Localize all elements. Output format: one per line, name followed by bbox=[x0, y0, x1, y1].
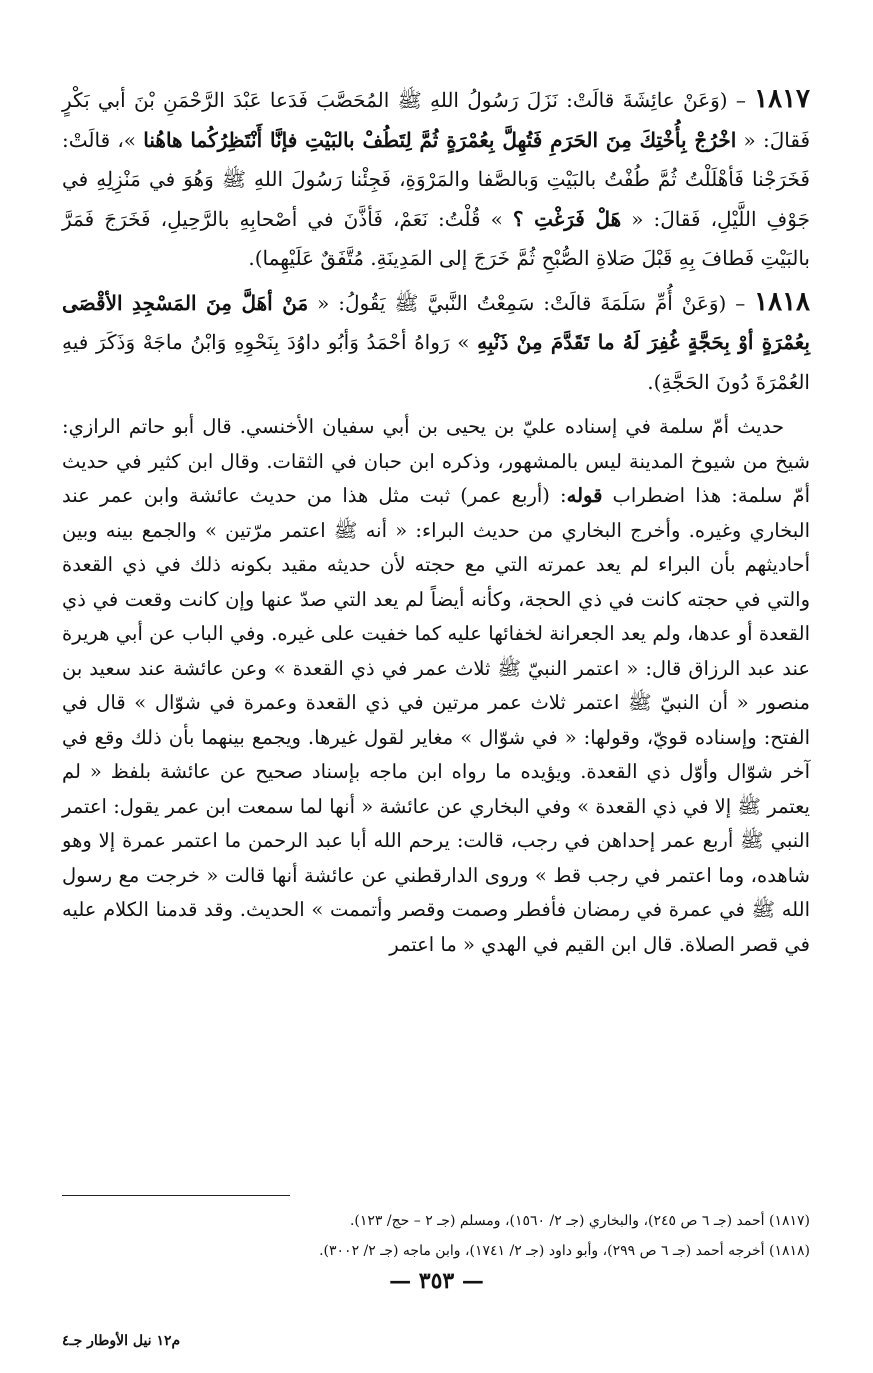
prophetic-quote: مَنْ أهَلَّ مِنَ المَسْجِدِ الأقْصَى بِعُمْرَةٍ أوْ بِحَجَّةٍ غُفِرَ لَهُ ما تَقَدَّمَ مِنْ ذَنْبِهِ bbox=[62, 290, 810, 354]
footnotes bbox=[62, 1206, 810, 1266]
footnote-1817: (١٨١٧) أحمد (جـ ٦ ص ٢٤٥)، والبخاري (جـ ٢/ ١٥٦٠)، ومسلم (جـ ٢ – حج/ ١٢٣). bbox=[349, 1213, 810, 1229]
commentary-text: : (أربع عمر) ثبت مثل هذا من حديث عائشة وابن عمر عند البخاري وغيره. وأخرج البخاري من حديث البراء: « أنه ﷺ اعتمر مرّتين » والجمع بينه وبين أحاديثهم بأن البراء لم يعد عمرته التي مع حجته لأن حديثه مقيد بكونه ذلك في ذي القعدة والتي في حجته كانت في ذي الحجة، وكأنه أيضاً لم يعد التي صدّ عنها وإن كانت وقعت في ذي القعدة أو عدها، ولم يعد الجعرانة لخفائها عليه كما خفيت على غيره. وفي الباب عن أبي هريرة عند عبد الرزاق قال: « اعتمر النبيّ ﷺ ثلاث عمر في ذي القعدة » وعن عائشة عند سعيد بن منصور « أن النبيّ ﷺ اعتمر ثلاث عمر مرتين في ذي القعدة وعمرة في شوّال » قال في الفتح: وإسناده قويّ، وقولها: « في شوّال » مغاير لقول غيرها. ويجمع بينهما بأن ذلك وقع في آخر شوّال وأوّل ذي القعدة. ويؤيده ما رواه ابن ماجه بإسناد صحيح عن عائشة بلفظ « لم يعتمر ﷺ إلا في ذي القعدة » وفي البخاري عن عائشة « أنها لما سمعت ابن عمر يقول: اعتمر النبي ﷺ أربع عمر إحداهن في رجب، قالت: يرحم الله أبا عبد الرحمن ما اعتمر عمرة إلا وهو شاهده، وما اعتمر في رجب قط » وروى الدارقطني عن عائشة أنها قالت « خرجت مع رسول الله ﷺ في عمرة في رمضان فأفطر وصمت وقصر وأتممت » الحديث. وقد قدمنا الكلام عليه في قصر الصلاة. قال ابن القيم في الهدي « ما اعتمر bbox=[62, 484, 810, 956]
hadith-text: » رَواهُ أحْمَدُ وَأبُو داوُدَ بِنَحْوِهِ وَابْنُ ماجَهْ وَذَكَرَ فيهِ العُمْرَةَ دُونَ الحَجَّةِ). bbox=[62, 330, 810, 394]
prophetic-quote: هَلْ فَرَغْتِ ؟ bbox=[512, 206, 622, 231]
hadith-1817 bbox=[62, 80, 810, 279]
hadith-text: – (وَعَنْ أُمِّ سَلَمَةَ قالَتْ: سَمِعْتُ النَّبيَّ ﷺ يَقُولُ: « bbox=[308, 290, 755, 315]
commentary-keyword: قوله bbox=[566, 484, 603, 507]
hadith-number: ١٨١٨ bbox=[754, 286, 810, 317]
prophetic-quote: اخْرُجْ بِأُخْتِكَ مِنَ الحَرَمِ فَتُهِلَّ بِعُمْرَةٍ ثُمَّ لِتَطُفْ بالبَيْتِ فإنَّا أَنْتَظِرُكُما هاهُنا bbox=[143, 127, 737, 152]
hadith-text: » قُلْتُ: نَعَمْ، فَأذَّنَ في أصْحابِهِ بالرَّحِيلِ، فَخَرَجَ فَمَرَّ بالبَيْتِ فَطافَ بِهِ قَبْلَ صَلاةِ الصُّبْحِ ثُمَّ خَرَجَ إلى المَدِينَةِ. مُتَّفَقٌ عَلَيْهِما). bbox=[62, 206, 810, 270]
hadith-text: – (وَعَنْ عائِشَةَ قالَتْ: نَزَلَ رَسُولُ اللهِ ﷺ المُحَصَّبَ فَدَعا عَبْدَ الرَّحْمَنِ بْنَ أبي بَكْرٍ فَقالَ: « bbox=[62, 88, 810, 152]
hadith-text: »، قالَتْ: فَخَرَجْنا فَأهْلَلْتُ ثُمَّ طُفْتُ بالبَيْتِ وَبالصَّفا والمَرْوَةِ، فَجِئْنا رَسُولَ اللهِ ﷺ وَهُوَ في مَنْزِلِهِ في جَوْفِ اللَّيْلِ، فَقالَ: « bbox=[62, 127, 810, 231]
main-text bbox=[62, 80, 810, 982]
footnote-divider bbox=[62, 1195, 290, 1196]
signature-mark: م١٢ نيل الأوطار جـ٤ bbox=[62, 1333, 181, 1349]
hadith-number: ١٨١٧ bbox=[754, 84, 810, 114]
commentary bbox=[62, 410, 810, 962]
commentary-text: حديث أمّ سلمة في إسناده عليّ بن يحيى بن أبي سفيان الأخنسي. قال أبو حاتم الرازي: شيخ من شيوخ المدينة ليس بالمشهور، وذكره ابن حبان في الثقات. وقال ابن كثير في حديث أمّ سلمة: هذا اضطراب bbox=[62, 415, 810, 507]
footnote-1818: (١٨١٨) أخرجه أحمد (جـ ٦ ص ٢٩٩)، وأبو داود (جـ ٢/ ١٧٤١)، وابن ماجه (جـ ٢/ ٣٠٠٢). bbox=[319, 1243, 810, 1259]
page-number: — ٣٥٣ — bbox=[389, 1268, 484, 1294]
hadith-1818 bbox=[62, 283, 810, 403]
